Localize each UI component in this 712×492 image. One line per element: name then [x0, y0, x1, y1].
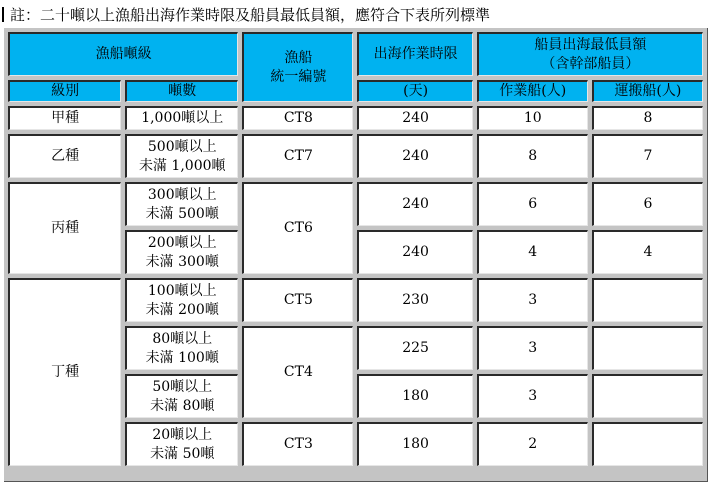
tonnage-cell: 1,000噸以上 [125, 106, 238, 130]
days-cell: 240 [357, 182, 472, 226]
code-cell: CT5 [242, 278, 353, 322]
code-cell: CT8 [242, 106, 353, 130]
days-cell: 240 [357, 106, 472, 130]
code-cell: CT3 [242, 422, 353, 466]
table-row [8, 106, 703, 130]
days-cell: 180 [357, 374, 472, 418]
tonnage-cell: 300噸以上 未滿 500噸 [125, 182, 238, 226]
work-crew-cell: 2 [477, 422, 588, 466]
work-crew-cell: 10 [477, 106, 588, 130]
header-operation-limit: 出海作業時限 [357, 32, 472, 76]
text-cursor-mark [2, 7, 4, 22]
header-row-1 [8, 32, 703, 76]
code-cell: CT4 [242, 326, 353, 418]
transport-crew-cell: 4 [592, 230, 703, 274]
days-cell: 180 [357, 422, 472, 466]
tonnage-cell: 200噸以上 未滿 300噸 [125, 230, 238, 274]
grade-cell: 丙種 [8, 182, 121, 274]
work-crew-cell: 6 [477, 182, 588, 226]
tonnage-cell: 100噸以上 未滿 200噸 [125, 278, 238, 322]
days-cell: 240 [357, 230, 472, 274]
grade-cell: 丁種 [8, 278, 121, 466]
transport-crew-cell [592, 374, 703, 418]
transport-crew-cell: 8 [592, 106, 703, 130]
standards-table-frame [4, 28, 708, 482]
transport-crew-cell [592, 422, 703, 466]
code-cell: CT7 [242, 134, 353, 178]
days-cell: 240 [357, 134, 472, 178]
note-text: 註：二十噸以上漁船出海作業時限及船員最低員額，應符合下表所列標準 [10, 6, 491, 24]
header-vessel-tonnage: 漁船噸級 [8, 32, 238, 76]
table-row [8, 134, 703, 178]
tonnage-cell: 20噸以上 未滿 50噸 [125, 422, 238, 466]
transport-crew-cell [592, 278, 703, 322]
grade-cell: 甲種 [8, 106, 121, 130]
work-crew-cell: 3 [477, 374, 588, 418]
header-grade: 級別 [8, 80, 121, 102]
table-row [8, 182, 703, 226]
transport-crew-cell: 6 [592, 182, 703, 226]
header-tonnage: 噸數 [125, 80, 238, 102]
table-row [8, 278, 703, 322]
header-crew-minimum: 船員出海最低員額 （含幹部船員） [477, 32, 703, 76]
days-cell: 230 [357, 278, 472, 322]
crew-standards-table [4, 28, 707, 470]
code-cell: CT6 [242, 182, 353, 274]
table-note [0, 4, 712, 26]
days-cell: 225 [357, 326, 472, 370]
work-crew-cell: 3 [477, 278, 588, 322]
transport-crew-cell [592, 326, 703, 370]
grade-cell: 乙種 [8, 134, 121, 178]
header-work-vessel: 作業船(人) [477, 80, 588, 102]
work-crew-cell: 8 [477, 134, 588, 178]
header-transport-vessel: 運搬船(人) [592, 80, 703, 102]
header-unified-code: 漁船 統一編號 [242, 32, 353, 102]
tonnage-cell: 500噸以上 未滿 1,000噸 [125, 134, 238, 178]
tonnage-cell: 50噸以上 未滿 80噸 [125, 374, 238, 418]
tonnage-cell: 80噸以上 未滿 100噸 [125, 326, 238, 370]
header-row-2 [8, 80, 703, 102]
work-crew-cell: 3 [477, 326, 588, 370]
header-days-unit: (天) [357, 80, 472, 102]
transport-crew-cell: 7 [592, 134, 703, 178]
work-crew-cell: 4 [477, 230, 588, 274]
